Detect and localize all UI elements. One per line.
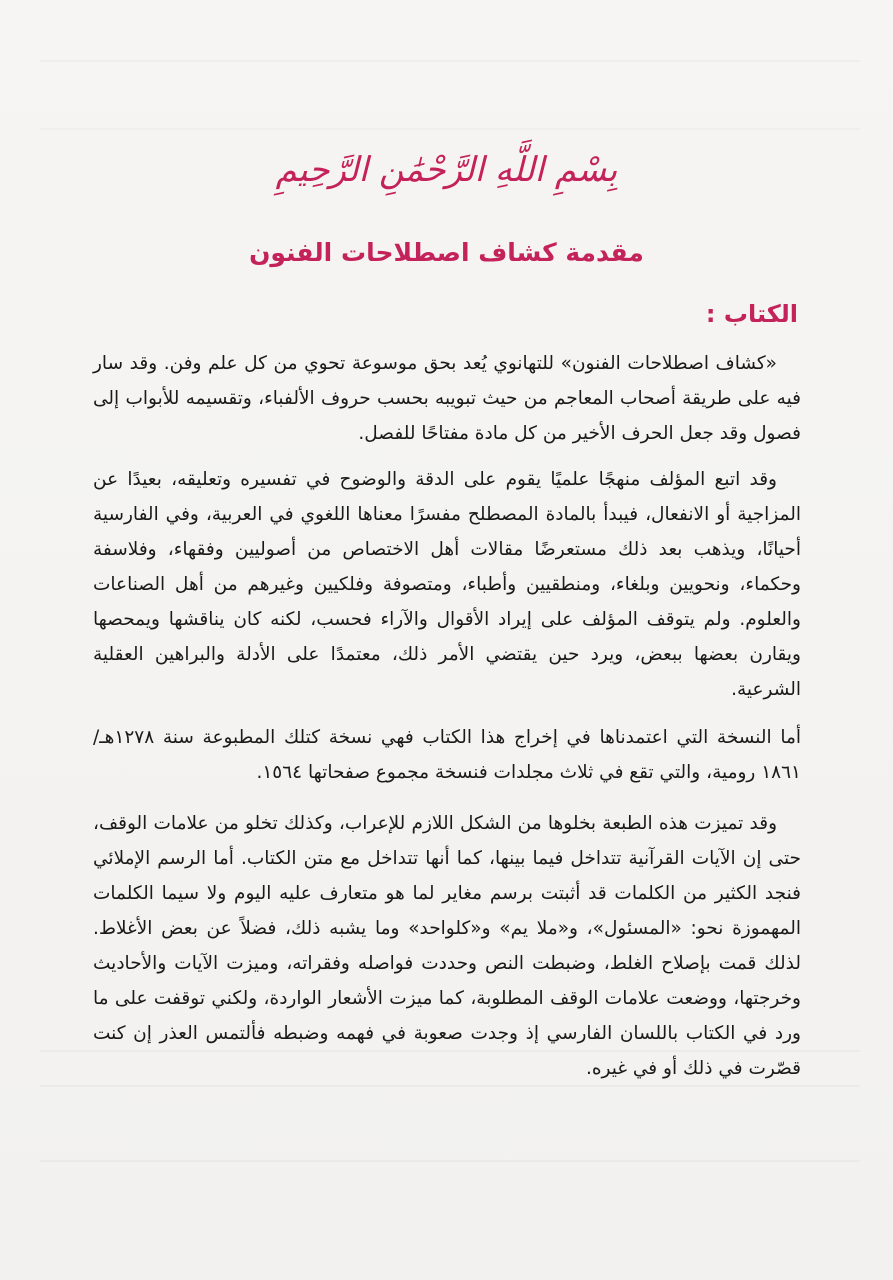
paragraph-source-edition: أما النسخة التي اعتمدناها في إخراج هذا الكتاب فهي نسخة كتلك المطبوعة سنة ١٢٧٨هـ/ ١٨٦١ رومية، والتي تقع في ثلاث مجلدات فنسخة مجموع صفحاتها ١٥٦٤. <box>93 727 801 783</box>
bleed-through-line <box>40 1160 860 1162</box>
paragraph-editing-notes: وقد تميزت هذه الطبعة بخلوها من الشكل اللازم للإعراب، وكذلك تخلو من علامات الوقف، حتى إن الآيات القرآنية تتداخل فيما بينها، كما أنها تتداخل مع متن الكتاب. أما الرسم الإملائي فنجد الكثير من الكلمات قد أثبتت برسم مغاير لما هو متعارف عليه اليوم ولا سيما الكلمات المهموزة نحو: «المسئول»، و«ملا يم» و«كلواحد» وما يشبه ذلك، فضلاً عن بعض الأغلاط. لذلك قمت بإصلاح الغلط، وضبطت النص وحددت فواصله وفقراته، وميزت الآيات والأحاديث وخرجتها، ووضعت علامات الوقف المطلوبة، كما ميزت الأشعار الواردة، ولكني توقفت على ما ورد في الكتاب باللسان الفارسي إذ وجدت صعوبة في فهمه وضبطه فألتمس العذر إن كنت قصّرت في ذلك أو في غيره. <box>93 813 801 1079</box>
bleed-through-line <box>40 128 860 130</box>
paragraph-intro: «كشاف اصطلاحات الفنون» للتهانوي يُعد بحق موسوعة تحوي من كل علم وفن. وقد سار فيه على طريقة أصحاب المعاجم من حيث تبويبه بحسب حروف الألفباء، وتقسيمه للأبواب إلى فصول وقد جعل الحرف الأخير من كل مادة مفتاحًا للفصل. <box>93 353 801 444</box>
paragraph-methodology: وقد اتبع المؤلف منهجًا علميًا يقوم على الدقة والوضوح في تفسيره وتعليقه، بعيدًا عن المزاجية أو الانفعال، فيبدأ بالمادة المصطلح مفسرًا معناها اللغوي في العربية، وفي الفارسية أحيانًا، ويذهب بعد ذلك مستعرضًا مقالات أهل الاختصاص من أصوليين وفقهاء، وفلاسفة وحكماء، ونحويين وبلغاء، ومنطقيين وأطباء، ومتصوفة وفلكيين وغيرهم من أهل الصناعات والعلوم. ولم يتوقف المؤلف على إيراد الأقوال والآراء فحسب، لكنه كان يناقشها ويمحصها ويقارن بعضها ببعض، ويرد حين يقتضي الأمر ذلك، معتمدًا على الأدلة والبراهين العقلية الشرعية. <box>93 469 801 700</box>
basmala-heading: بِسْمِ اللَّهِ الرَّحْمَٰنِ الرَّحِيمِ <box>275 150 618 190</box>
section-heading: الكتاب : <box>705 300 798 328</box>
page-title: مقدمة كشاف اصطلاحات الفنون <box>249 238 644 267</box>
bleed-through-line <box>40 60 860 62</box>
